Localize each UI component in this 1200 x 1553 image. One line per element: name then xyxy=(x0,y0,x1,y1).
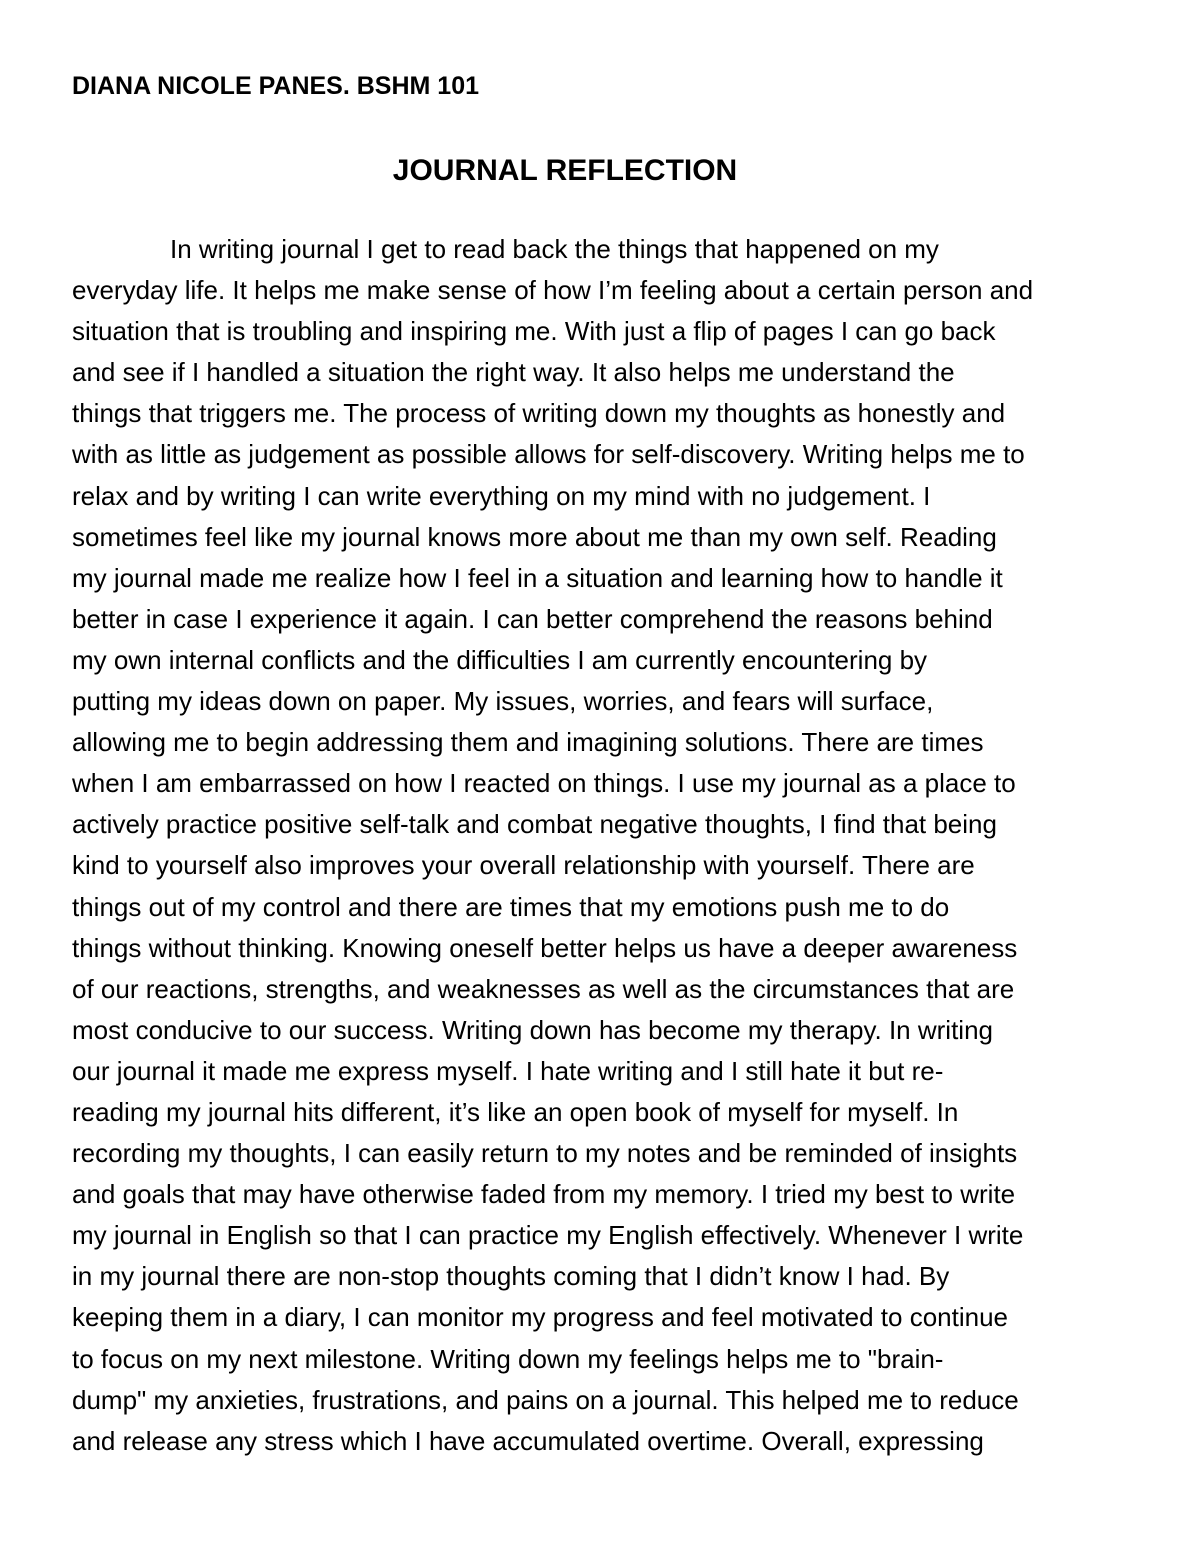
paragraph-line: sometimes feel like my journal knows more about me than my own self. Reading xyxy=(72,521,997,552)
paragraph-line: my journal made me realize how I feel in a situation and learning how to handle it xyxy=(72,562,1003,593)
author-course-line: DIANA NICOLE PANES. BSHM 101 xyxy=(72,72,480,100)
paragraph-line: situation that is troubling and inspiring me. With just a flip of pages I can go back xyxy=(72,316,996,347)
paragraph-line: everyday life. It helps me make sense of how I’m feeling about a certain person and xyxy=(72,275,1034,306)
paragraph-line: putting my ideas down on paper. My issues, worries, and fears will surface, xyxy=(72,686,934,717)
document-title: JOURNAL REFLECTION xyxy=(392,154,738,187)
reflection-paragraph xyxy=(72,229,1142,1462)
paragraph-line: of our reactions, strengths, and weaknesses as well as the circumstances that are xyxy=(72,973,1015,1004)
paragraph-line: allowing me to begin addressing them and imagining solutions. There are times xyxy=(72,727,984,758)
paragraph-line: In writing journal I get to read back the things that happened on my xyxy=(170,234,939,264)
paragraph-line: better in case I experience it again. I can better comprehend the reasons behind xyxy=(72,603,993,634)
paragraph-line: our journal it made me express myself. I hate writing and I still hate it but re- xyxy=(72,1055,944,1086)
paragraph-line: recording my thoughts, I can easily return to my notes and be reminded of insights xyxy=(72,1138,1018,1169)
paragraph-line: my journal in English so that I can practice my English effectively. Whenever I write xyxy=(72,1220,1024,1251)
paragraph-line: in my journal there are non-stop thoughts coming that I didn’t know I had. By xyxy=(72,1261,950,1292)
paragraph-line: kind to yourself also improves your overall relationship with yourself. There are xyxy=(72,850,975,881)
paragraph-line: and see if I handled a situation the right way. It also helps me understand the xyxy=(72,357,955,388)
paragraph-line: actively practice positive self-talk and combat negative thoughts, I find that being xyxy=(72,809,997,840)
paragraph-line: and release any stress which I have accumulated overtime. Overall, expressing xyxy=(72,1425,984,1456)
paragraph-line: things out of my control and there are times that my emotions push me to do xyxy=(72,891,950,922)
paragraph-line: things without thinking. Knowing oneself better helps us have a deeper awareness xyxy=(72,932,1018,963)
paragraph-line: with as little as judgement as possible allows for self-discovery. Writing helps me to xyxy=(72,439,1025,470)
paragraph-line: most conducive to our success. Writing down has become my therapy. In writing xyxy=(72,1014,993,1045)
paragraph-line: dump" my anxieties, frustrations, and pains on a journal. This helped me to reduce xyxy=(72,1384,1019,1415)
paragraph-line: my own internal conflicts and the difficulties I am currently encountering by xyxy=(72,644,928,675)
paragraph-line: to focus on my next milestone. Writing down my feelings helps me to "brain- xyxy=(72,1343,944,1374)
paragraph-line: when I am embarrassed on how I reacted on things. I use my journal as a place to xyxy=(72,768,1016,799)
paragraph-line: relax and by writing I can write everything on my mind with no judgement. I xyxy=(72,480,931,511)
paragraph-line: things that triggers me. The process of writing down my thoughts as honestly and xyxy=(72,398,1006,429)
paragraph-line: and goals that may have otherwise faded from my memory. I tried my best to write xyxy=(72,1179,1016,1210)
paragraph-line: keeping them in a diary, I can monitor my progress and feel motivated to continue xyxy=(72,1302,1009,1333)
paragraph-line: reading my journal hits different, it’s like an open book of myself for myself. In xyxy=(72,1096,959,1127)
